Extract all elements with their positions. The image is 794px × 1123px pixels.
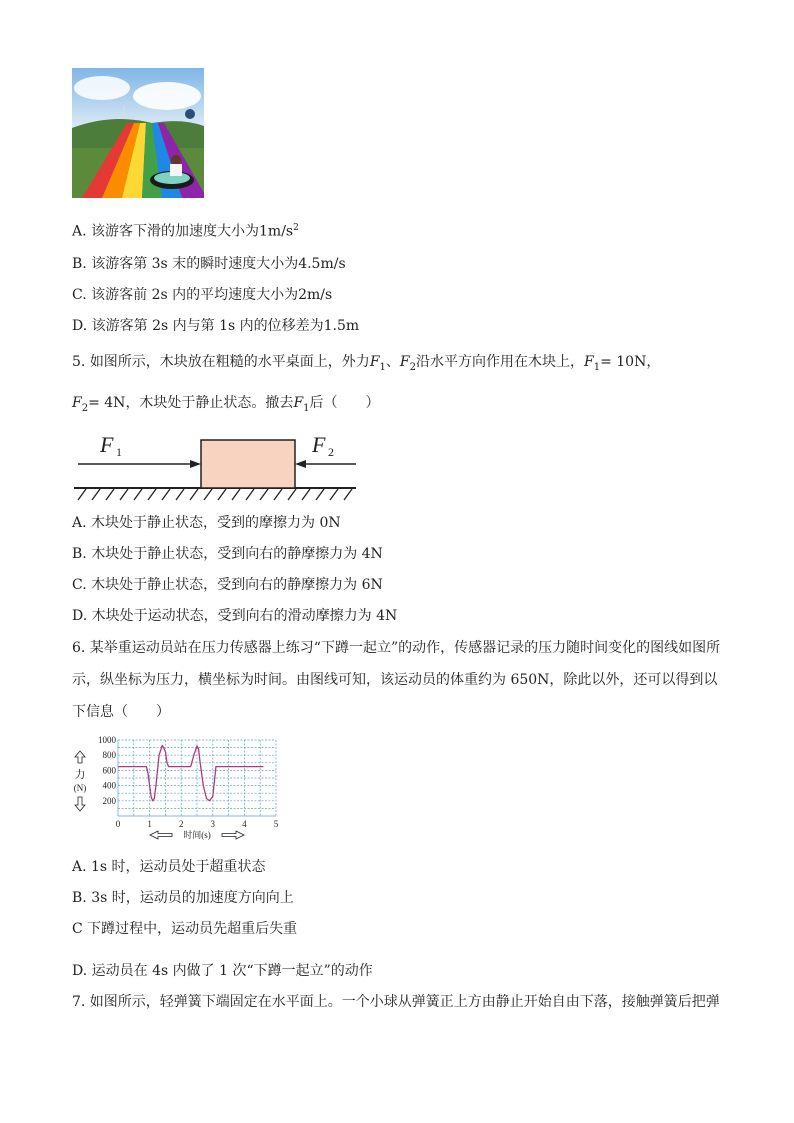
q6-option-c[interactable]: C 下蹲过程中，运动员先超重后失重 [72, 921, 298, 937]
q4-option-d[interactable]: D. 该游客第 2s 内与第 1s 内的位移差为1.5m [72, 318, 360, 334]
q7-stem-line1: 7. 如图所示，轻弹簧下端固定在水平面上。一个小球从弹簧正上方由静止开始自由下落，接触弹簧后把弹 [72, 994, 720, 1010]
y-tick-label: 1000 [98, 735, 116, 745]
y-axis-label-char: 力 [74, 769, 86, 781]
q6-stem-line3: 下信息（ ） [72, 704, 170, 720]
q6-stem-line1: 6. 某举重运动员站在压力传感器上练习“下蹲一起立”的动作，传感器记录的压力随时间变化的图线如图所 [72, 640, 721, 656]
q4-option-b[interactable]: B. 该游客第 3s 末的瞬时速度大小为4.5m/s [72, 256, 346, 272]
arrow-down-icon [75, 797, 85, 811]
q4-option-a[interactable]: A. 该游客下滑的加速度大小为$1m/s^2$ [72, 223, 299, 240]
x-axis-label: 时间(s) [183, 830, 211, 840]
force-time-chart [72, 733, 284, 845]
f2-label: F [312, 432, 326, 457]
q4-option-c[interactable]: C. 该游客前 2s 内的平均速度大小为2m/s [72, 287, 333, 303]
f2-sub: 2 [328, 445, 334, 459]
arrow-left-icon [295, 460, 306, 468]
q5-option-c[interactable]: C. 木块处于静止状态，受到向右的静摩擦力为 6N [72, 577, 383, 593]
q5-option-a[interactable]: A. 木块处于静止状态，受到的摩擦力为 0N [72, 515, 341, 531]
wooden-block [201, 440, 295, 488]
q6-option-b[interactable]: B. 3s 时，运动员的加速度方向向上 [72, 890, 294, 906]
force-series-line [118, 745, 263, 800]
x-tick-label: 2 [178, 819, 184, 829]
arrow-up-icon [75, 751, 85, 763]
y-tick-label: 600 [102, 765, 116, 776]
f1-label: F [100, 432, 114, 457]
y-tick-label: 200 [102, 795, 116, 806]
x-tick-label: 4 [242, 819, 247, 829]
x-tick-label: 5 [273, 819, 279, 829]
q5-option-b[interactable]: B. 木块处于静止状态，受到向右的静摩擦力为 4N [72, 546, 383, 562]
q6-stem-line2: 示，纵坐标为压力，横坐标为时间。由图线可知，该运动员的体重约为 650N，除此以外，还可以得到以 [72, 672, 718, 688]
q5-stem-line1: 5. 如图所示，木块放在粗糙的水平桌面上，外力$F_1$、$F_2$沿水平方向作用在木块上，$F_1= 10N$， [72, 354, 661, 373]
x-tick-label: 1 [147, 819, 152, 829]
y-tick-label: 800 [102, 750, 116, 761]
f1-sub: 1 [116, 445, 122, 459]
q5-stem-line2: $F_2= 4N$，木块处于静止状态。撤去$F_1$后（ ） [72, 395, 380, 414]
block-force-diagram [72, 424, 362, 508]
q6-option-a[interactable]: A. 1s 时，运动员处于超重状态 [72, 859, 266, 875]
x-tick-label: 3 [210, 819, 216, 829]
y-axis-label-unit: (N) [73, 783, 87, 793]
arrow-right-icon [190, 460, 201, 468]
x-tick-label: 0 [115, 819, 121, 829]
rainbow-slide-photo [72, 68, 204, 198]
arrow-right-icon [222, 831, 244, 839]
q6-option-d[interactable]: D. 运动员在 4s 内做了 1 次“下蹲一起立”的动作 [72, 963, 373, 979]
arrow-left-icon [150, 831, 172, 839]
y-tick-label: 400 [102, 780, 116, 791]
q5-option-d[interactable]: D. 木块处于运动状态，受到向右的滑动摩擦力为 4N [72, 608, 398, 624]
